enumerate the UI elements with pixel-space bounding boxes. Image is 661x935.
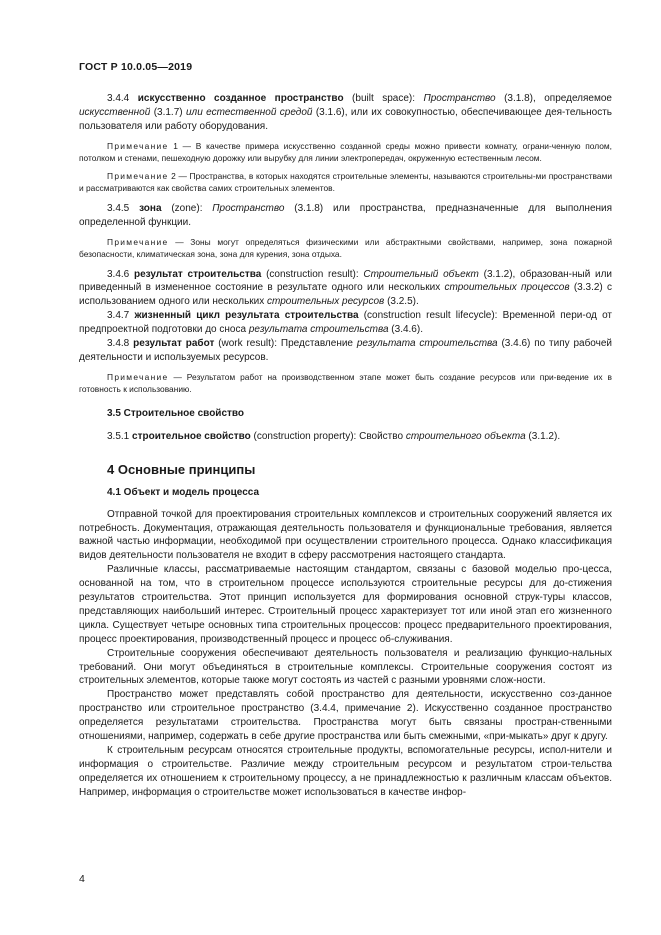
- definition-3-4-7: 3.4.7 жизненный цикл результата строительства (construction result lifecycle): Временной пери-од от предпроектной подготовки до сноса результата строительства (3.4.6).: [79, 310, 612, 336]
- note-3-4-4-1: Примечание 1 — В качестве примера искусственно созданной среды можно привести комнату, ограни-ченную полом, потолком и стенами, пешеходную дорожку или вырубку для линии электропередач, окруженную естественным лесом.: [79, 140, 612, 163]
- paragraph: Пространство может представлять собой пространство для деятельности, искусственно соз-данное пространство или строительное пространство (3.4.4, примечание 2). Искусственно созданное пространство определяется результатами строительства. Пространства могут быть связаны простран-ственными отношениями, например, содержать в себе другие пространства или быть смежными, «при-мыкать» друг к другу.: [79, 689, 612, 743]
- note-3-4-4-2: Примечание 2 — Пространства, в которых находятся строительные элементы, называются строительны-ми пространствами и рассматриваются как свойства самих строительных элементов.: [79, 170, 613, 193]
- definition-3-5-1: 3.5.1 строительное свойство (construction property): Свойство строительного объекта (3.1.2).: [107, 430, 561, 442]
- note-3-4-8: Примечание — Результатом работ на производственном этапе может быть создание ресурсов или при-ведение их в готовность к использованию.: [79, 371, 613, 394]
- definition-3-4-8: 3.4.8 результат работ (work result): Представление результата строительства (3.4.6) по типу рабочей деятельности и используемых ресурсов.: [79, 338, 613, 363]
- document-header: ГОСТ Р 10.0.05—2019: [79, 61, 193, 73]
- note-3-4-5: Примечание — Зоны могут определяться физическими или абстрактными свойствами, например, зона пожарной безопасности, климатическая зона, зона для курения, зона отдыха.: [79, 236, 612, 259]
- term: жизненный цикл результата строительства: [134, 310, 359, 322]
- page-number: 4: [79, 873, 85, 885]
- definition-3-4-6: 3.4.6 результат строительства (construction result): Строительный объект (3.1.2), образован-ный или приведенный в измененное состояние в результате одного или нескольких строительных процессов (3.3.2) с использованием одного или нескольких строительных ресурсов (3.2.5).: [79, 268, 613, 308]
- section-heading-4: 4 Основные принципы: [107, 461, 256, 477]
- section-heading-3-5: 3.5 Строительное свойство: [107, 407, 245, 419]
- term: зона: [139, 202, 162, 214]
- paragraph: Строительные сооружения обеспечивают деятельность пользователя и реализацию функцио-нальных требований. Они могут объединяться в строительные комплексы. Строительные сооружения состоят из строительных элементов, которые также могут состоять из частей с разными уровнями слож-ности.: [79, 647, 612, 687]
- term: результат работ: [133, 338, 215, 350]
- paragraph: Различные классы, рассматриваемые настоящим стандартом, связаны с базовой моделью про-цесса, основанной на том, что в строительном процессе используются строительные ресурсы для до-стижения результатов строительства. Этот принцип используется для формирования основной струк-туры классов, представляющих наибольший интерес. Строительный процесс характеризует тот или иной этап его жизненного цикла. Существует четыре основных типа строительных процессов: процесс предварительного проектирования, процесс проектирования, производственный процесс и процесс об-служивания.: [79, 564, 612, 645]
- definition-3-4-4: 3.4.4 искусственно созданное пространство (built space): Пространство (3.1.8), определяемое искусственной (3.1.7) или естественной средой (3.1.6), или их совокупностью, обеспечивающее дея-тельность пользователя или работу оборудования.: [79, 93, 612, 132]
- term: результат строительства: [133, 268, 262, 280]
- document-body: [79, 92, 612, 800]
- term: искусственно созданное пространство: [137, 93, 344, 104]
- paragraph: К строительным ресурсам относятся строительные продукты, вспомогательные ресурсы, испол-нители и информация о строительстве. Различие между строительным ресурсом и результатом строи-тельства определяется их отношением к строительному процессу, а не принадлежностью к различным классам объектов. Например, информация о строительстве может использоваться в качестве инфор-: [79, 745, 612, 798]
- subsection-heading-4-1: 4.1 Объект и модель процесса: [107, 486, 260, 498]
- definition-3-4-5: 3.4.5 зона (zone): Пространство (3.1.8) или пространства, предназначенные для выполнения определенной функции.: [79, 202, 613, 228]
- paragraph: Отправной точкой для проектирования строительных комплексов и строительных сооружений является их потребность. Документация, отражающая деятельность пользователя и функциональные требования, является важной частью информации, необходимой при осуществлении строительного процесса. Однако классификация видов деятельности пользователя не входит в сферу рассмотрения настоящего стандарта.: [79, 508, 612, 562]
- term: строительное свойство: [132, 430, 251, 442]
